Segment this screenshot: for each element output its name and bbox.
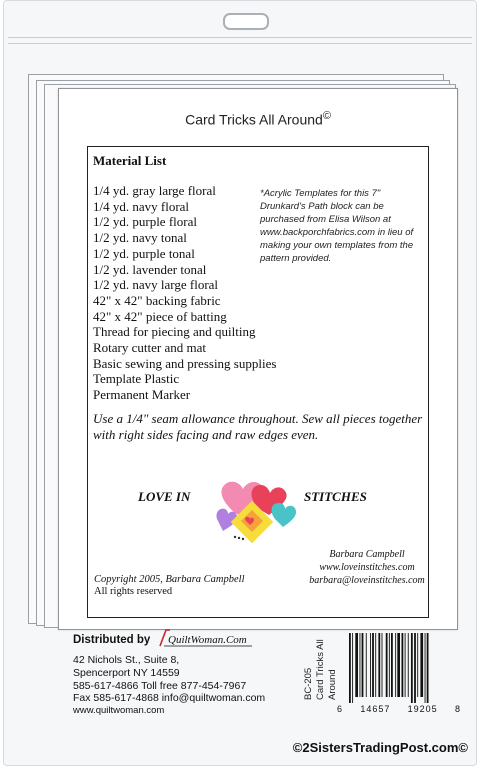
barcode-digits <box>337 704 461 714</box>
barcode-bar <box>420 633 423 697</box>
author-block <box>302 548 432 587</box>
watermark: ©2SistersTradingPost.com© <box>292 740 468 755</box>
material-item: 1/2 yd. navy tonal <box>93 230 187 246</box>
logo-text-love-in: LOVE IN <box>138 489 191 504</box>
barcode-digit: 8 <box>454 704 461 714</box>
barcode-bar <box>382 633 383 697</box>
barcode-bar <box>417 633 418 697</box>
barcode-digit: 6 <box>337 704 344 714</box>
material-item: Thread for piecing and quilting <box>93 324 256 340</box>
barcode-bar <box>372 633 374 697</box>
phone-line: 585-617-4866 Toll free 877-454-7967 <box>73 679 247 692</box>
seal-line <box>8 43 472 44</box>
distributor-address <box>73 654 265 718</box>
material-item: 1/2 yd. navy large floral <box>93 277 219 293</box>
barcode-bar <box>375 633 376 697</box>
material-list-heading: Material List <box>93 153 167 168</box>
barcode-bar <box>402 633 404 697</box>
sku-code: BC-205 <box>303 667 314 700</box>
barcode-bar <box>386 633 388 697</box>
material-item: Template Plastic <box>93 371 180 387</box>
hang-hole <box>223 13 269 30</box>
material-item: 1/4 yd. gray large floral <box>93 183 216 198</box>
author-site: www.loveinstitches.com <box>319 562 415 573</box>
address-line: 42 Nichols St., Suite 8, <box>73 654 180 666</box>
barcode-bar <box>349 633 351 703</box>
material-item: Permanent Marker <box>93 387 191 403</box>
author-email: barbara@loveinstitches.com <box>309 575 425 586</box>
distributor-logo-text: QuiltWoman.Com <box>168 634 247 646</box>
sku-label <box>303 624 339 700</box>
barcode-digit: 19205 <box>407 704 438 714</box>
pattern-card <box>58 88 458 630</box>
material-item: Basic sewing and pressing supplies <box>93 355 277 371</box>
barcode-bar <box>414 633 416 703</box>
material-item: 1/2 yd. purple tonal <box>93 245 195 261</box>
seal-line <box>8 37 472 38</box>
material-item: 42" x 42" backing fabric <box>93 292 221 308</box>
card-title: Card Tricks All Around© <box>185 110 331 128</box>
fax-line: Fax 585-617-4868 info@quiltwoman.com <box>73 692 266 705</box>
template-note: *Acrylic Templates for this 7" Drunkard's Path block can be purchased from Elisa Wilson at www.backporchfabrics.com in lieu of making your own templates from the pattern provided. <box>260 188 414 264</box>
copyright-line: Copyright 2005, Barbara Campbell <box>94 574 245 585</box>
material-box <box>87 146 429 618</box>
barcode-bar <box>411 633 413 703</box>
barcode-bar <box>352 633 353 703</box>
barcode-bar <box>389 633 390 697</box>
author-name: Barbara Campbell <box>329 549 405 560</box>
rights-line: All rights reserved <box>94 586 173 597</box>
sku-title: Card Tricks All <box>315 639 326 700</box>
material-item: 1/2 yd. lavender tonal <box>93 261 207 277</box>
barcode-bar <box>425 633 426 703</box>
material-item: 1/4 yd. navy floral <box>93 198 190 214</box>
barcode-bar <box>366 633 367 697</box>
barcode-bar <box>355 633 358 697</box>
distributed-by-label: Distributed by <box>73 634 151 646</box>
barcode-icon <box>348 633 431 703</box>
barcode-bar <box>370 633 371 697</box>
hearts-logo-icon <box>213 473 299 545</box>
barcode-bar <box>397 633 400 697</box>
barcode-bar <box>362 633 364 697</box>
logo-text-stitches: STITCHES <box>304 489 367 504</box>
material-list <box>93 183 276 403</box>
quiltwoman-logo-icon <box>158 628 254 650</box>
material-item: 42" x 42" piece of batting <box>93 308 227 324</box>
material-item: Rotary cutter and mat <box>93 340 206 356</box>
material-item: 1/2 yd. purple floral <box>93 214 197 230</box>
web-line: www.quiltwoman.com <box>73 705 165 717</box>
copyright-mark: © <box>322 110 331 122</box>
barcode-bar <box>360 633 361 697</box>
barcode-bar <box>405 633 406 697</box>
address-line: Spencerport NY 14559 <box>73 666 180 679</box>
barcode-bar <box>427 633 429 703</box>
seam-instructions: Use a 1/4" seam allowance throughout. Sew all pieces together with right sides facing and raw edges even. <box>93 411 423 442</box>
barcode-bar <box>378 633 380 697</box>
barcode-bar <box>391 633 393 697</box>
barcode-bar <box>395 633 396 697</box>
barcode-bar <box>408 633 409 697</box>
barcode-digit: 14657 <box>360 704 391 714</box>
sku-title: Around <box>327 669 338 700</box>
